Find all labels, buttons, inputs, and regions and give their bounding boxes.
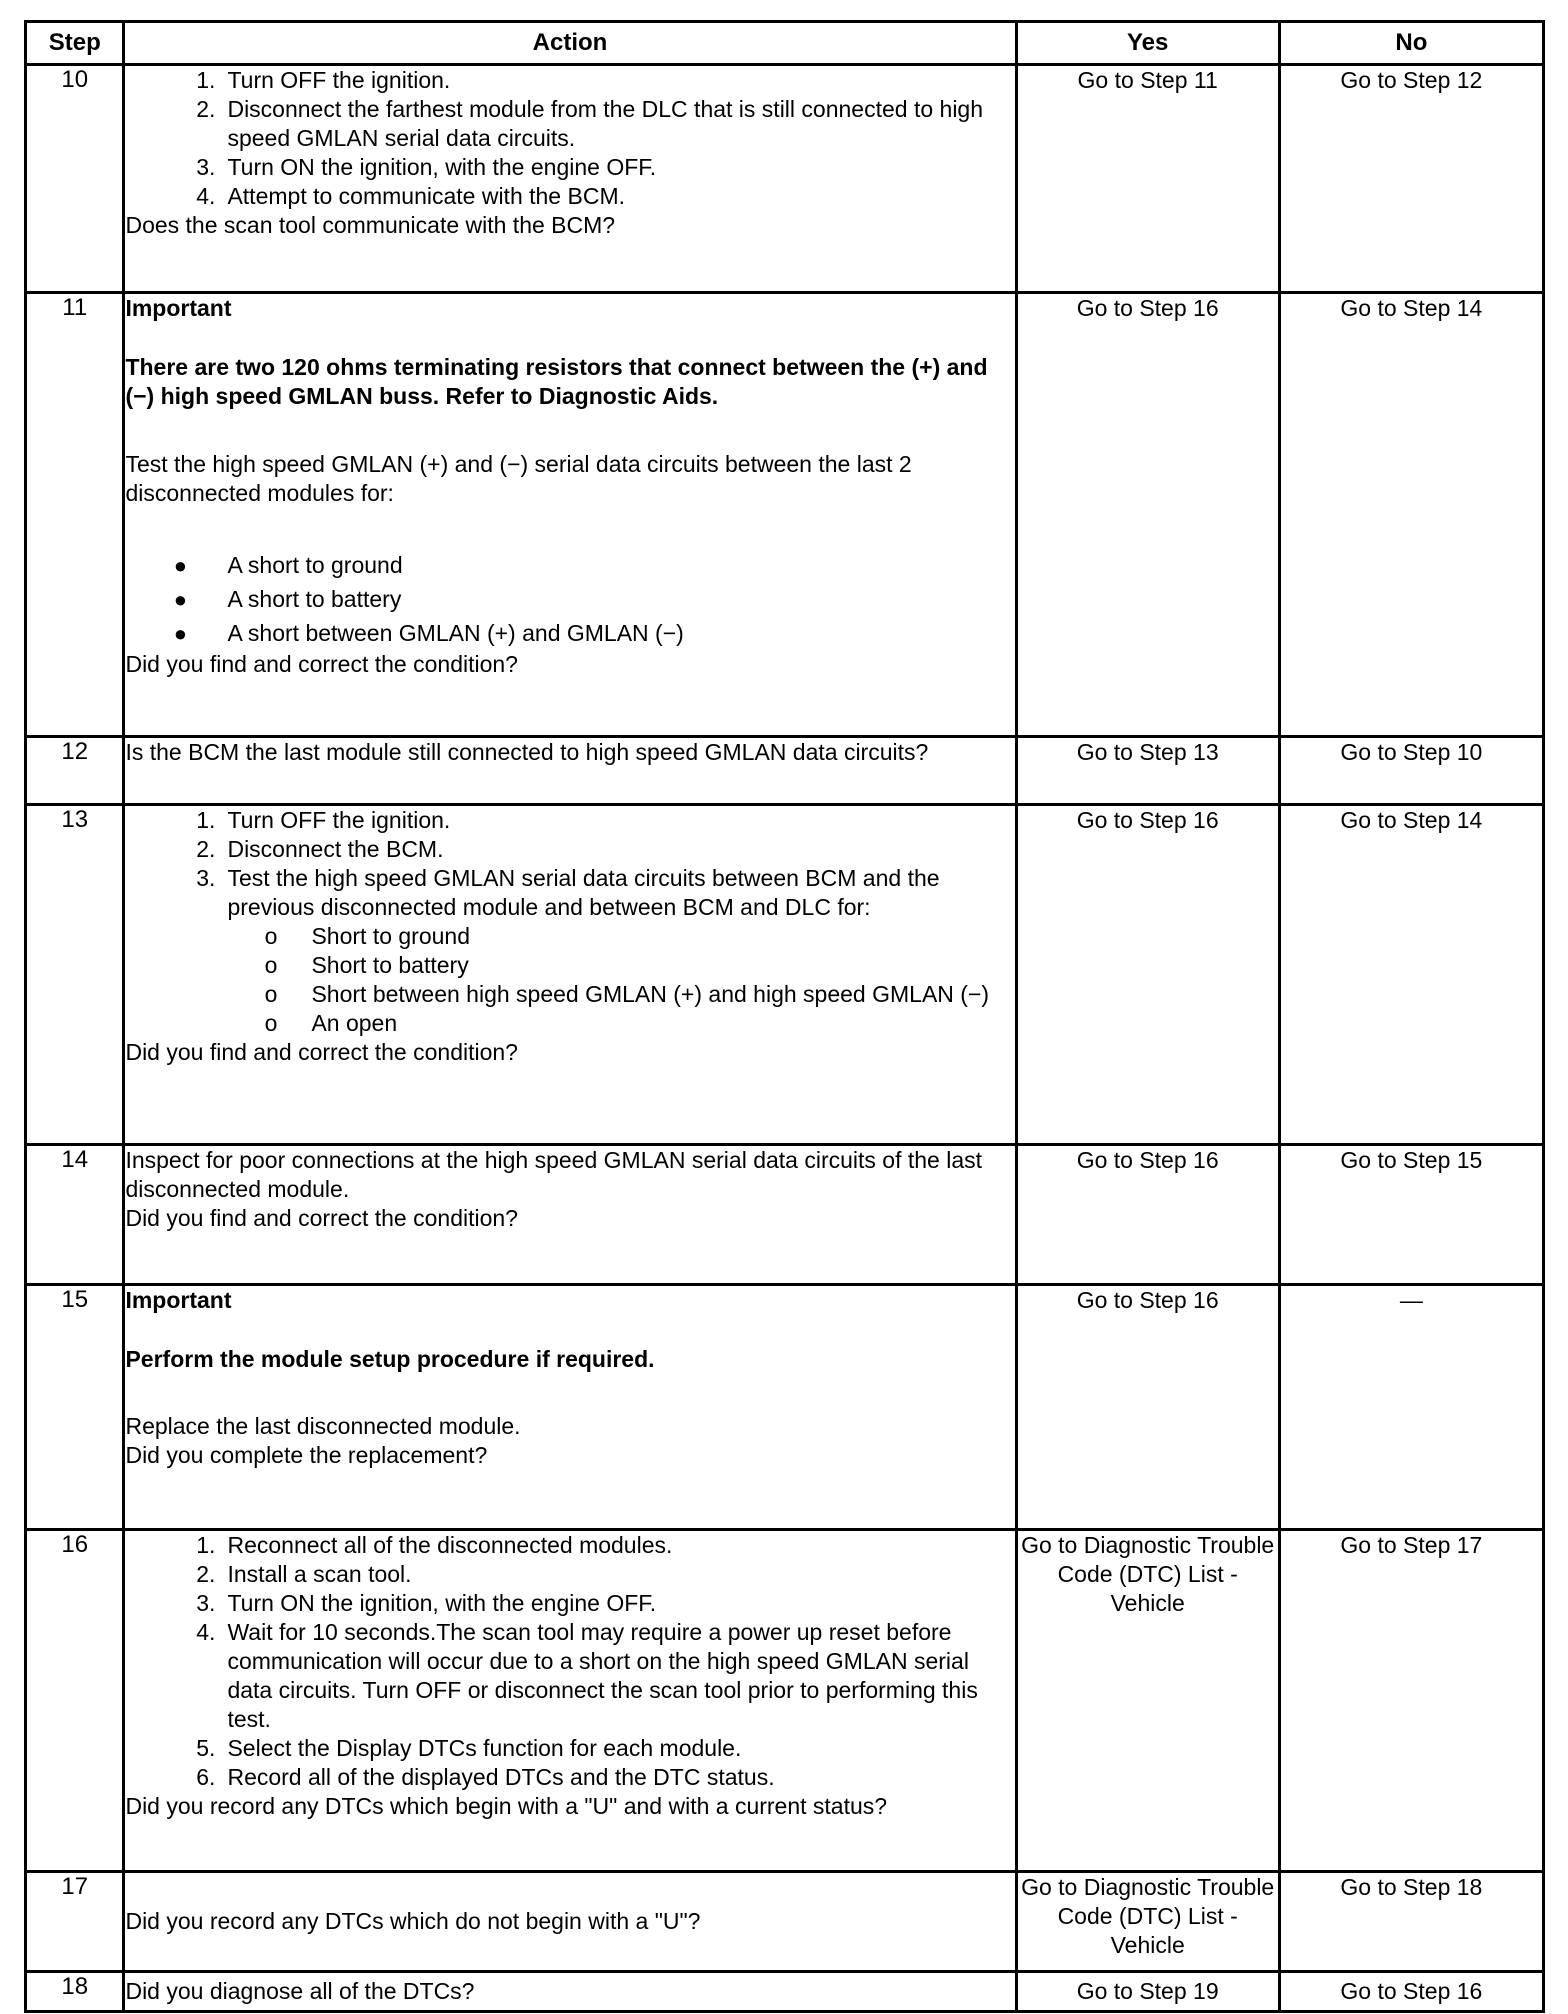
step-row-12 (26, 737, 1544, 805)
action-cell (124, 1872, 1016, 1972)
list-item: o An open (264, 1010, 398, 1036)
header-yes: Yes (1016, 22, 1279, 65)
numbered-steps (125, 66, 1014, 211)
diagnostic-procedure-table (24, 20, 1545, 2013)
list-item: 4. Attempt to communicate with the BCM. (196, 183, 625, 209)
instruction-text: Inspect for poor connections at the high speed GMLAN serial data circuits of the last disconnected module. (125, 1147, 983, 1202)
numbered-steps (125, 1531, 1014, 1792)
step-number: 15 (26, 1285, 124, 1530)
no-cell: Go to Step 18 (1279, 1872, 1543, 1972)
yes-cell: Go to Diagnostic Trouble Code (DTC) List - Vehicle (1016, 1530, 1279, 1872)
action-cell (124, 1530, 1016, 1872)
question-text: Did you find and correct the condition? (125, 1039, 518, 1065)
bullet-list (125, 548, 1014, 650)
step-number: 13 (26, 805, 124, 1145)
list-item: 1. Turn OFF the ignition. (196, 807, 451, 833)
action-cell (124, 1972, 1016, 2012)
list-item: 3. Turn ON the ignition, with the engine OFF. (196, 154, 657, 180)
list-item: o Short to ground (264, 923, 471, 949)
important-note: There are two 120 ohms terminating resistors that connect between the (+) and (−) high speed GMLAN buss. Refer to Diagnostic Aids. (125, 354, 988, 409)
no-cell: Go to Step 14 (1279, 805, 1543, 1145)
header-step: Step (26, 22, 124, 65)
no-cell: Go to Step 16 (1279, 1972, 1543, 2012)
step-row-13 (26, 805, 1544, 1145)
yes-cell: Go to Step 16 (1016, 293, 1279, 737)
list-item: ● A short between GMLAN (+) and GMLAN (−) (173, 619, 684, 646)
question-text: Is the BCM the last module still connected to high speed GMLAN data circuits? (125, 739, 929, 765)
question-text: Did you record any DTCs which do not begin with a "U"? (125, 1908, 701, 1934)
header-no: No (1279, 22, 1543, 65)
sub-bullet-list (125, 922, 1014, 1038)
list-item: 3. Test the high speed GMLAN serial data circuits between BCM and the previous disconnected module and between BCM and DLC for: (196, 865, 940, 920)
action-cell (124, 737, 1016, 805)
question-text: Does the scan tool communicate with the BCM? (125, 212, 616, 238)
header-action: Action (124, 22, 1016, 65)
numbered-steps (125, 806, 1014, 922)
no-cell: Go to Step 10 (1279, 737, 1543, 805)
step-number: 14 (26, 1145, 124, 1285)
yes-cell: Go to Step 11 (1016, 65, 1279, 293)
question-text: Did you find and correct the condition? (125, 1205, 518, 1231)
action-cell (124, 293, 1016, 737)
no-cell: Go to Step 15 (1279, 1145, 1543, 1285)
action-cell (124, 1145, 1016, 1285)
list-item: 4. Wait for 10 seconds.The scan tool may require a power up reset before communication will occur due to a short on the high speed GMLAN serial data circuits. Turn OFF or disconnect the scan tool prior to performing this test. (196, 1619, 978, 1732)
step-number: 11 (26, 293, 124, 737)
yes-cell: Go to Diagnostic Trouble Code (DTC) List - Vehicle (1016, 1872, 1279, 1972)
yes-cell: Go to Step 16 (1016, 805, 1279, 1145)
list-item: 2. Disconnect the farthest module from the DLC that is still connected to high speed GMLAN serial data circuits. (196, 96, 984, 151)
no-cell: Go to Step 12 (1279, 65, 1543, 293)
question-text: Did you record any DTCs which begin with a "U" and with a current status? (125, 1793, 888, 1819)
yes-cell: Go to Step 16 (1016, 1145, 1279, 1285)
question-text: Did you diagnose all of the DTCs? (125, 1978, 475, 2004)
question-text: Did you find and correct the condition? (125, 651, 518, 677)
step-number: 12 (26, 737, 124, 805)
step-row-10 (26, 65, 1544, 293)
list-item: 2. Disconnect the BCM. (196, 836, 444, 862)
list-item: 6. Record all of the displayed DTCs and the DTC status. (196, 1764, 775, 1790)
action-cell (124, 805, 1016, 1145)
step-number: 16 (26, 1530, 124, 1872)
step-row-11 (26, 293, 1544, 737)
step-number: 17 (26, 1872, 124, 1972)
list-item: o Short to battery (264, 952, 469, 978)
list-item: 2. Install a scan tool. (196, 1561, 412, 1587)
step-row-16 (26, 1530, 1544, 1872)
yes-cell: Go to Step 13 (1016, 737, 1279, 805)
important-label: Important (125, 295, 232, 321)
list-item: o Short between high speed GMLAN (+) and high speed GMLAN (−) (264, 981, 990, 1007)
list-item: 1. Turn OFF the ignition. (196, 67, 451, 93)
yes-cell: Go to Step 16 (1016, 1285, 1279, 1530)
no-cell: Go to Step 17 (1279, 1530, 1543, 1872)
instruction-text: Replace the last disconnected module. (125, 1413, 521, 1439)
step-row-15 (26, 1285, 1544, 1530)
step-row-14 (26, 1145, 1544, 1285)
no-cell: — (1279, 1285, 1543, 1530)
step-row-17 (26, 1872, 1544, 1972)
list-item: ● A short to battery (173, 585, 402, 612)
question-text: Did you complete the replacement? (125, 1442, 488, 1468)
important-note: Perform the module setup procedure if required. (125, 1346, 655, 1372)
instruction-text: Test the high speed GMLAN (+) and (−) serial data circuits between the last 2 disconnected modules for: (125, 451, 912, 506)
no-cell: Go to Step 14 (1279, 293, 1543, 737)
list-item: 1. Reconnect all of the disconnected modules. (196, 1532, 673, 1558)
action-cell (124, 65, 1016, 293)
step-number: 10 (26, 65, 124, 293)
step-number: 18 (26, 1972, 124, 2012)
action-cell (124, 1285, 1016, 1530)
step-row-18 (26, 1972, 1544, 2012)
list-item: 5. Select the Display DTCs function for each module. (196, 1735, 742, 1761)
header-row (26, 22, 1544, 65)
list-item: 3. Turn ON the ignition, with the engine OFF. (196, 1590, 657, 1616)
yes-cell: Go to Step 19 (1016, 1972, 1279, 2012)
list-item: ● A short to ground (173, 551, 403, 578)
important-label: Important (125, 1287, 232, 1313)
